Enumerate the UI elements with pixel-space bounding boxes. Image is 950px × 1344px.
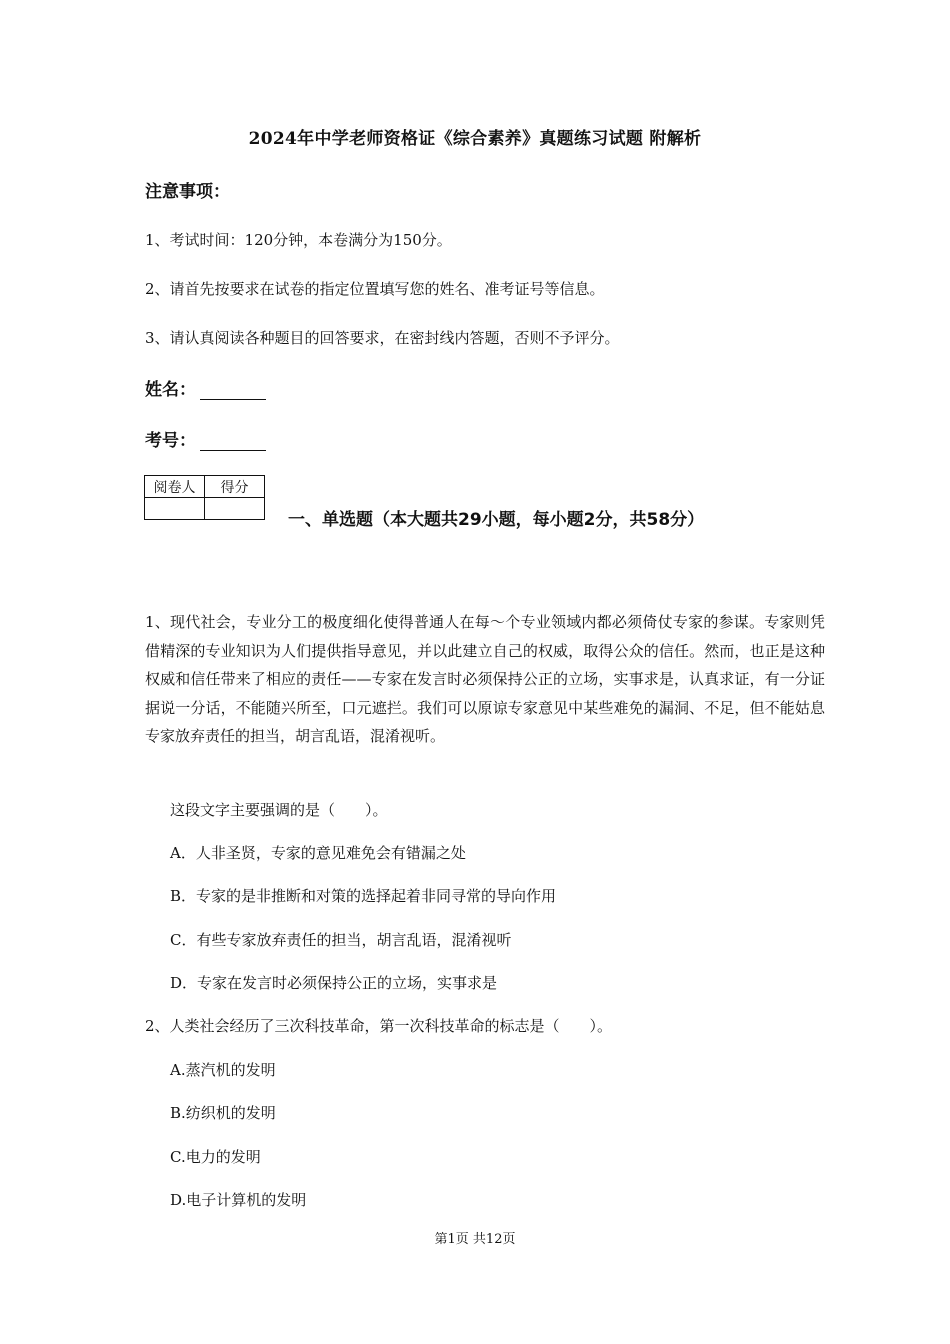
question-1-option-c[interactable]: C．有些专家放弃责任的担当，胡言乱语，混淆视听	[170, 931, 512, 949]
question-1-option-d[interactable]: D．专家在发言时必须保持公正的立场，实事求是	[170, 974, 498, 992]
notice-item: 1、考试时间：120分钟，本卷满分为150分。	[145, 231, 452, 249]
exam-id-label: 考号：	[145, 431, 196, 451]
name-blank[interactable]	[200, 381, 266, 400]
notice-item: 3、请认真阅读各种题目的回答要求，在密封线内答题，否则不予评分。	[145, 329, 620, 347]
notice-heading: 注意事项：	[145, 182, 230, 202]
reviewer-header: 阅卷人	[145, 476, 205, 498]
notice-item: 2、请首先按要求在试卷的指定位置填写您的姓名、准考证号等信息。	[145, 280, 605, 298]
exam-id-field[interactable]	[145, 426, 266, 451]
name-label: 姓名：	[145, 380, 196, 400]
question-2-option-a[interactable]: A.蒸汽机的发明	[170, 1061, 276, 1079]
reviewer-cell[interactable]	[145, 498, 205, 520]
question-2-option-c[interactable]: C.电力的发明	[170, 1148, 261, 1166]
score-table	[144, 475, 265, 520]
section-title: 一、单选题（本大题共29小题，每小题2分，共58分）	[288, 510, 705, 530]
page-title: 2024年中学老师资格证《综合素养》真题练习试题 附解析	[248, 129, 702, 149]
question-2-option-d[interactable]: D.电子计算机的发明	[170, 1191, 307, 1209]
score-header: 得分	[205, 476, 265, 498]
page-footer: 第1页 共12页	[434, 1232, 516, 1247]
question-2-option-b[interactable]: B.纺织机的发明	[170, 1104, 276, 1122]
exam-id-blank[interactable]	[200, 432, 266, 451]
question-2-stem: 2、人类社会经历了三次科技革命，第一次科技革命的标志是（ ）。	[145, 1017, 613, 1035]
question-1-option-b[interactable]: B．专家的是非推断和对策的选择起着非同寻常的导向作用	[170, 887, 557, 905]
question-1-prompt: 这段文字主要强调的是（ ）。	[170, 801, 388, 819]
question-1-stem: 1、现代社会，专业分工的极度细化使得普通人在每～个专业领域内都必须倚仗专家的参谋。专家则凭借精深的专业知识为人们提供指导意见，并以此建立自己的权威，取得公众的信任。然而，也正是这种权威和信任带来了相应的责任——专家在发言时必须保持公正的立场，实事求是，认真求证，有一分证据说一分话，不能随兴所至，口元遮拦。我们可以原谅专家意见中某些难免的漏洞、不足，但不能姑息专家放弃责任的担当，胡言乱语，混淆视听。	[145, 613, 825, 745]
score-cell[interactable]	[205, 498, 265, 520]
name-field[interactable]	[145, 375, 266, 400]
question-1-option-a[interactable]: A．人非圣贤，专家的意见难免会有错漏之处	[170, 844, 466, 862]
